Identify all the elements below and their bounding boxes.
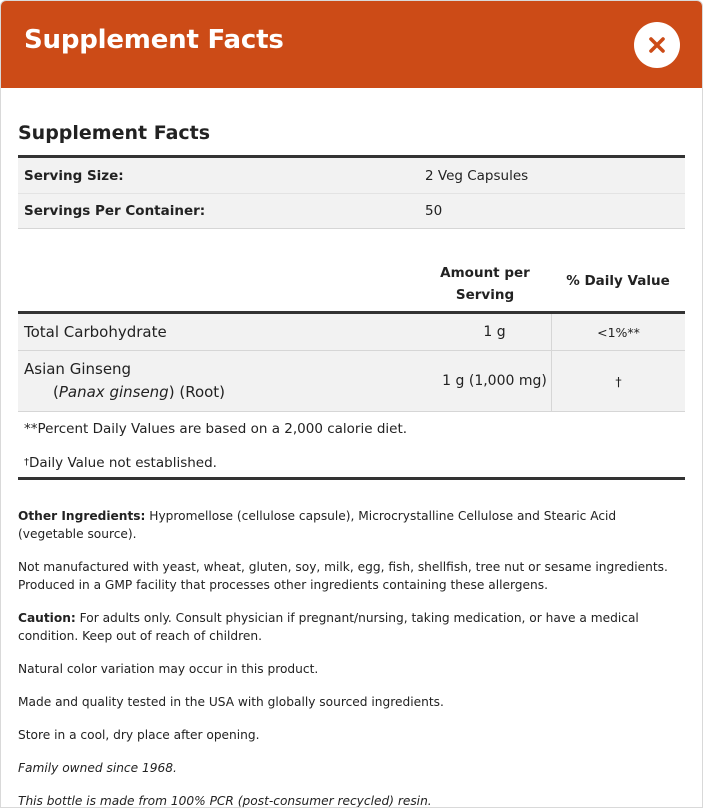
footnote-percent-dv: **Percent Daily Values are based on a 2,000 calorie diet.	[24, 421, 408, 437]
serving-size-value: 2 Veg Capsules	[425, 167, 529, 184]
modal-content	[18, 119, 685, 808]
modal-header	[1, 1, 703, 88]
servings-per-container-row	[18, 193, 685, 228]
facts-heading: Supplement Facts	[18, 122, 211, 144]
table-row	[18, 351, 685, 412]
product-info	[18, 507, 685, 808]
color-note: Natural color variation may occur in this product.	[18, 662, 319, 676]
latin-name: Panax ginseng	[58, 383, 169, 401]
plant-part: (Root)	[179, 383, 226, 401]
other-ingredients-label: Other Ingredients:	[18, 509, 146, 523]
footnote-text: Daily Value not established.	[29, 455, 217, 471]
dagger-mark: †	[24, 457, 29, 468]
nutrient-subname: (Panax ginseng) (Root)	[53, 383, 226, 401]
close-icon	[649, 37, 665, 53]
nutrient-amount: 1 g (1,000 mg)	[438, 351, 552, 411]
made-in-note: Made and quality tested in the USA with globally sourced ingredients.	[18, 695, 444, 709]
nutrient-daily-value: <1%**	[597, 324, 640, 340]
caution	[18, 609, 685, 645]
serving-size-row	[18, 158, 685, 193]
servings-per-container-value: 50	[425, 203, 443, 219]
storage-note: Store in a cool, dry place after opening.	[18, 728, 260, 742]
other-ingredients	[18, 507, 685, 543]
allergen-statement: Not manufactured with yeast, wheat, gluten, soy, milk, egg, fish, shellfish, tree nut or sesame ingredients. Produced in a GMP facility that processes other ingredients containing these allergens.	[18, 560, 668, 592]
servings-per-container-label: Servings Per Container:	[24, 203, 206, 219]
nutrient-name-cell	[18, 351, 438, 411]
serving-size-label: Serving Size:	[24, 167, 124, 184]
close-button[interactable]	[634, 22, 680, 68]
serving-table	[18, 155, 685, 229]
nutrient-table	[18, 311, 685, 480]
nutrient-amount: 1 g	[438, 314, 552, 350]
footnote-dv-not-established	[18, 446, 685, 480]
other-ingredients-text: Hypromellose (cellulose capsule), Microcrystalline Cellulose and Stearic Acid (vegetable source).	[18, 509, 617, 541]
caution-label: Caution:	[18, 611, 76, 625]
column-daily-value: % Daily Value	[566, 273, 670, 289]
column-amount-per-serving: Amount per Serving	[440, 265, 530, 303]
family-note: Family owned since 1968.	[18, 761, 177, 775]
table-row	[18, 314, 685, 351]
modal-title: Supplement Facts	[24, 25, 284, 55]
caution-text: For adults only. Consult physician if pregnant/nursing, taking medication, or have a medical condition. Keep out of reach of children.	[18, 611, 639, 643]
nutrient-table-header	[18, 229, 685, 311]
nutrient-name: Total Carbohydrate	[24, 323, 167, 341]
bottle-note: This bottle is made from 100% PCR (post-consumer recycled) resin.	[18, 794, 432, 808]
nutrient-name: Asian Ginseng	[24, 360, 132, 378]
nutrient-daily-value: †	[615, 373, 622, 389]
